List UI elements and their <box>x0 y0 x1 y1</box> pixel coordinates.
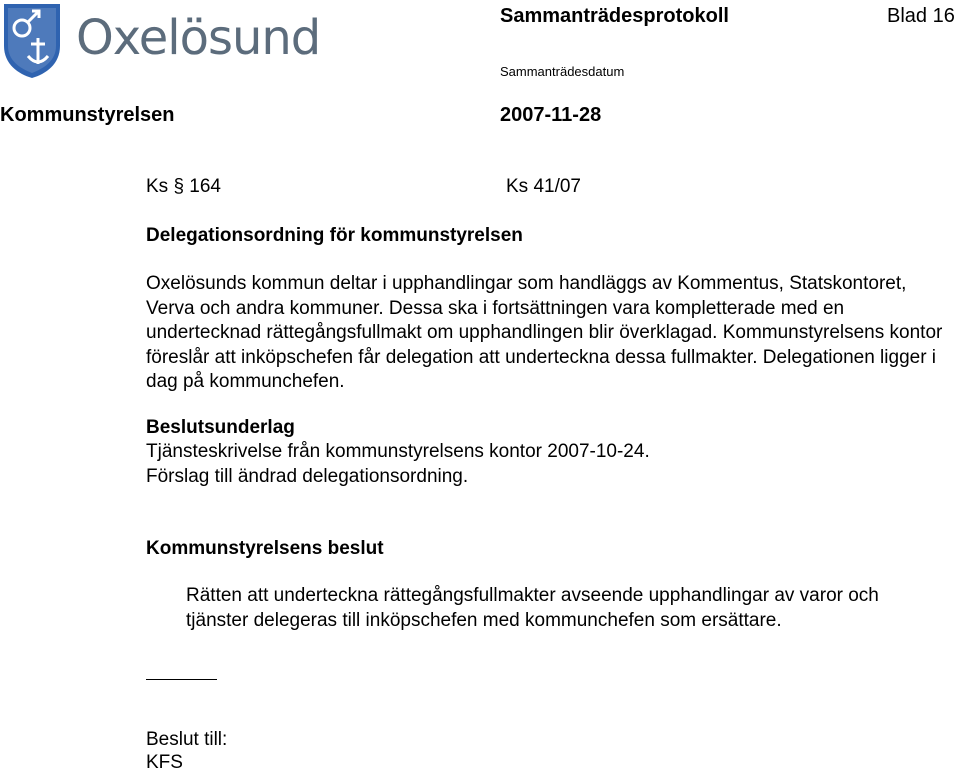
case-title: Delegationsordning för kommunstyrelsen <box>146 225 523 246</box>
distribution-recipient: KFS <box>146 752 183 773</box>
meeting-date: 2007-11-28 <box>500 104 602 126</box>
underlag-item: Tjänsteskrivelse från kommunstyrelsens kontor 2007-10-24. <box>146 441 650 462</box>
separator-line <box>146 679 217 680</box>
underlag-heading: Beslutsunderlag <box>146 417 295 438</box>
body-name: Kommunstyrelsen <box>0 104 175 126</box>
municipality-logo <box>2 2 342 78</box>
case-number: Ks 41/07 <box>506 176 581 197</box>
decision-heading: Kommunstyrelsens beslut <box>146 538 384 559</box>
sheet-number: Blad 16 <box>887 5 955 27</box>
decision-text: Rätten att underteckna rättegångsfullmakter avseende upphandlingar av varor och tjänster delegeras till inköpschefen med kommunchefen som ersättare. <box>186 585 879 631</box>
document-title: Sammanträdesprotokoll <box>500 5 729 27</box>
date-label: Sammanträdesdatum <box>500 64 625 79</box>
paragraph-number: Ks § 164 <box>146 176 221 197</box>
logo-wordmark: Oxelösund <box>76 10 321 66</box>
case-description: Oxelösunds kommun deltar i upphandlingar som handläggs av Kommentus, Statskontoret, Verva och andra kommuner. Dessa ska i fortsättningen vara kompletterade med en undertecknad rättegångsfullmakt om upphandlingen blir överklagad. Kommunstyrelsens kontor föreslår att inköpschefen får delegation att underteckna dessa fullmakter. Delegationen ligger i dag på kommunchefen. <box>146 273 943 393</box>
underlag-list <box>146 440 946 489</box>
underlag-item: Förslag till ändrad delegationsordning. <box>146 465 469 487</box>
distribution-label: Beslut till: <box>146 729 228 750</box>
